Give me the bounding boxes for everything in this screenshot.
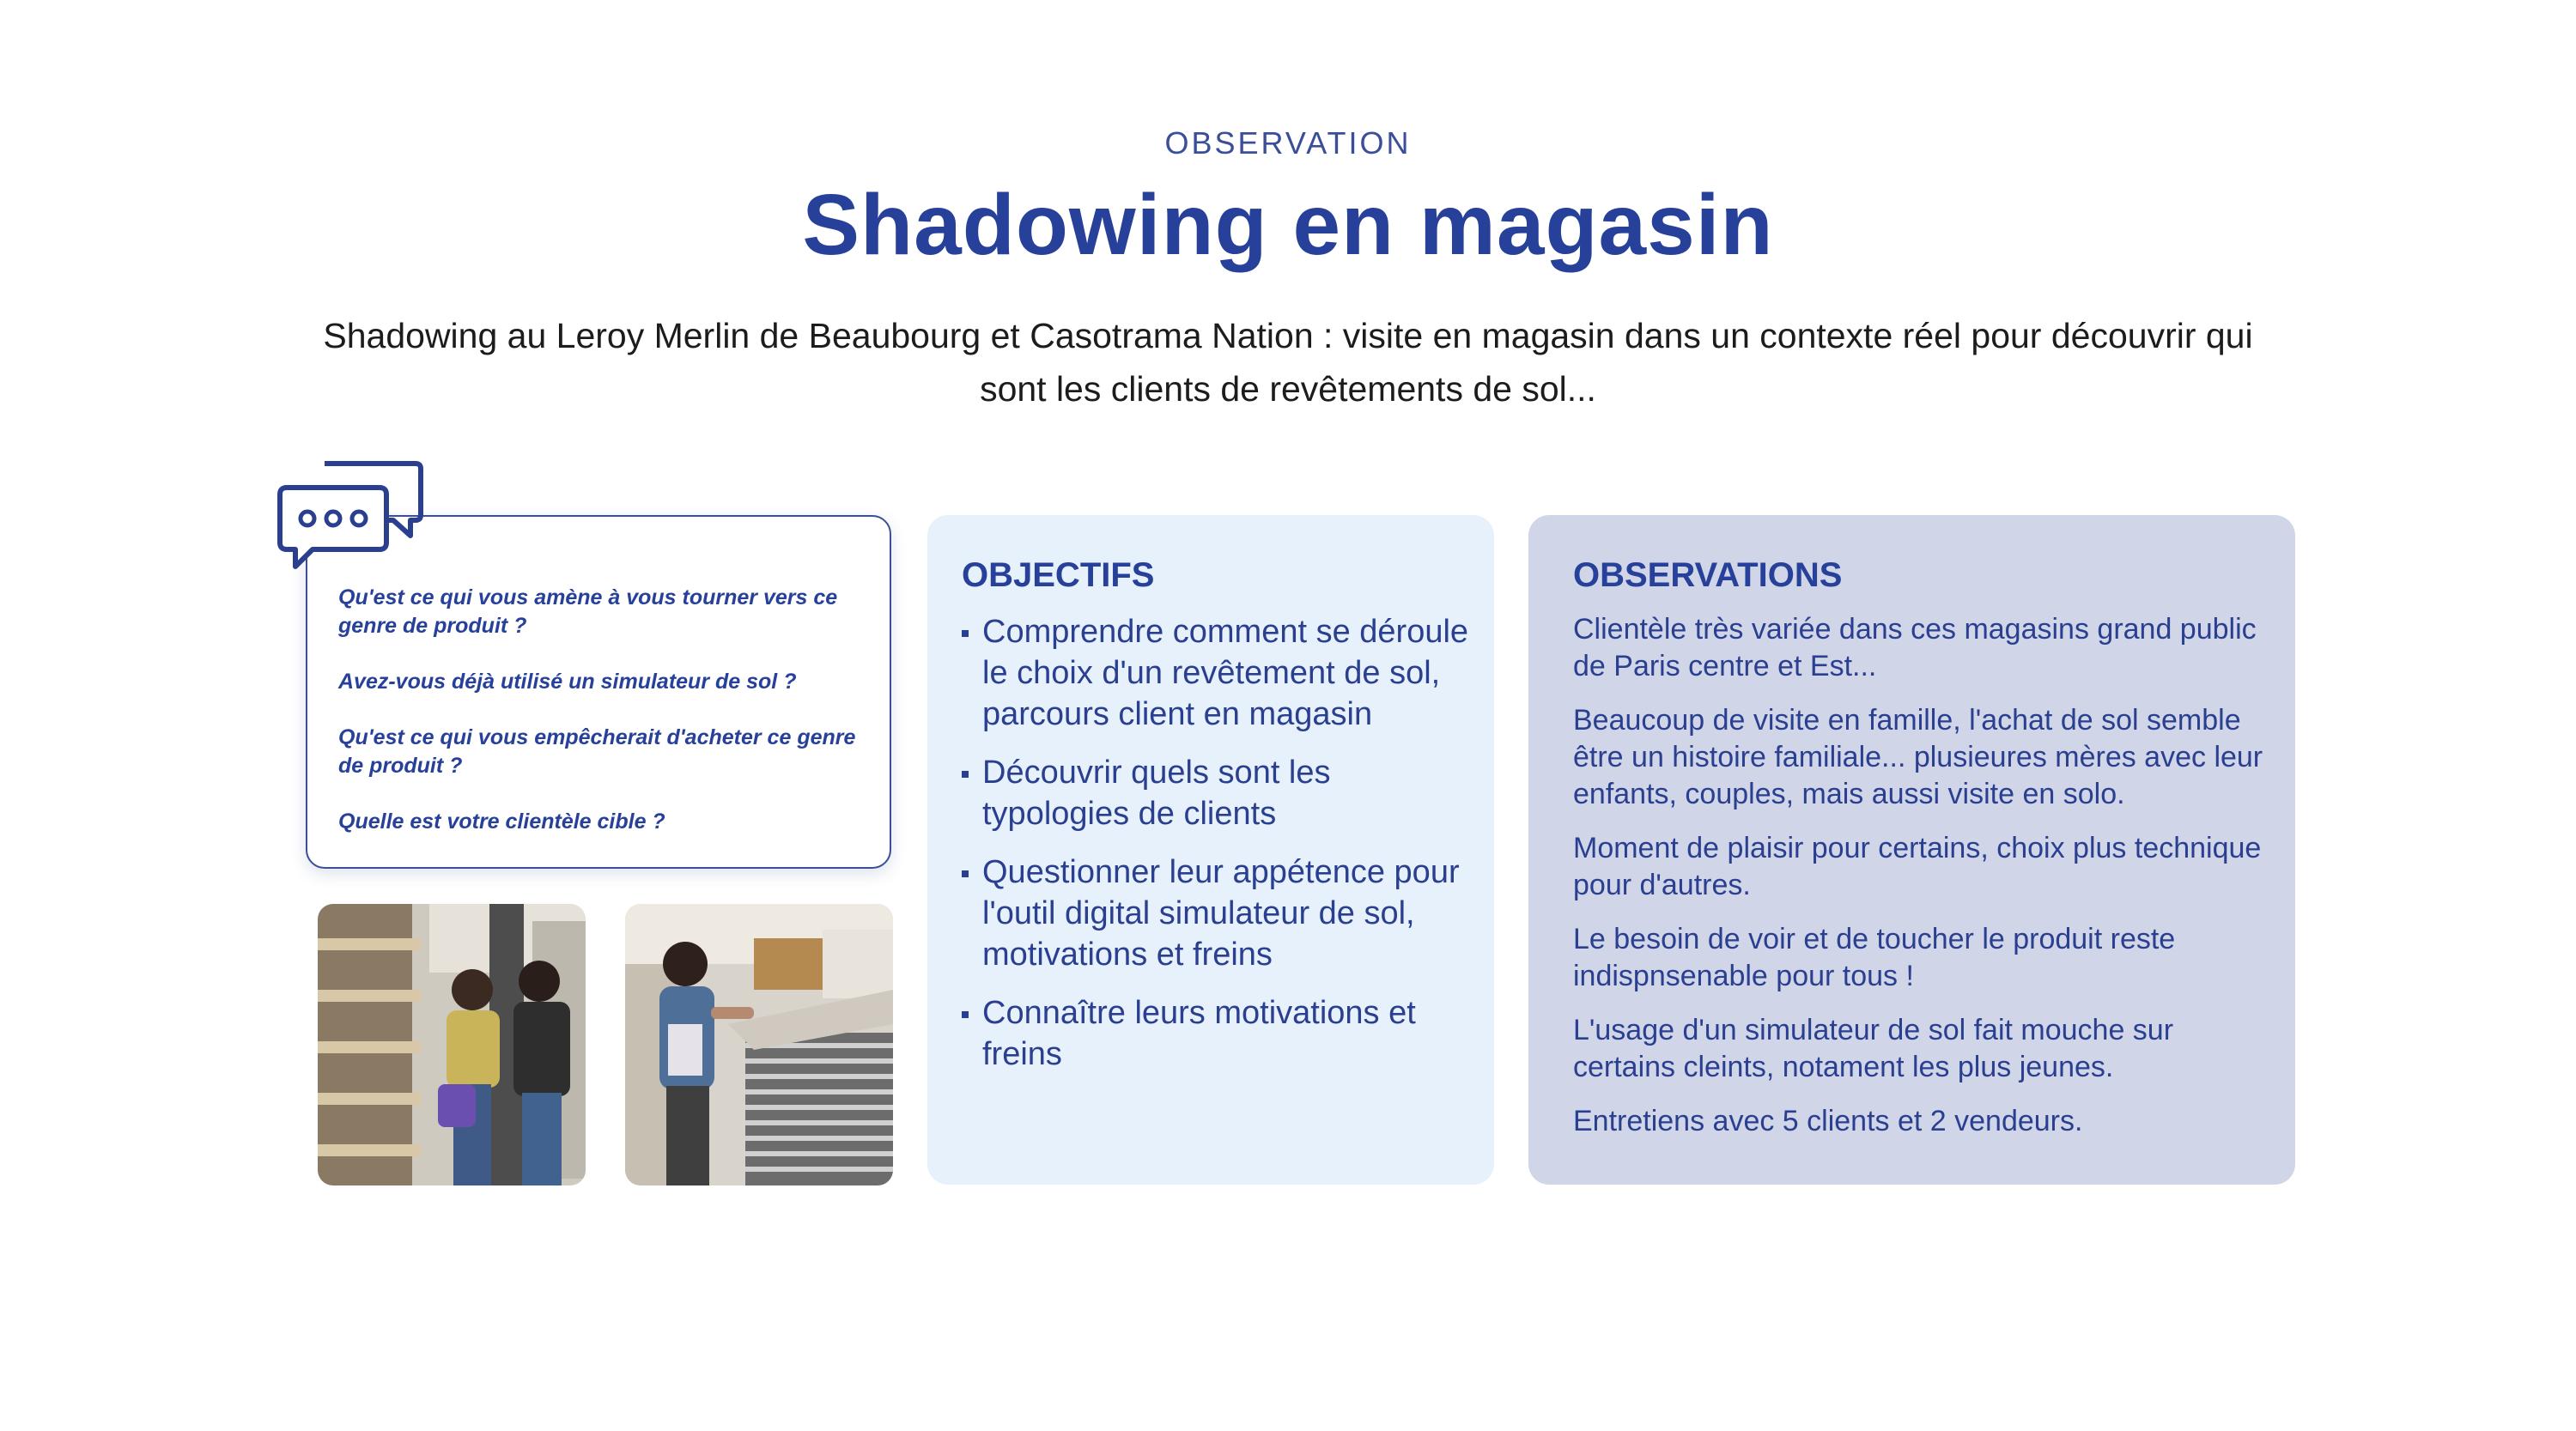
question-item: Quelle est votre clientèle cible ? — [338, 809, 665, 834]
store-photo-right — [625, 904, 893, 1185]
objectif-item: Connaître leurs motivations et freins — [962, 992, 1477, 1075]
objectif-item: Comprendre comment se déroule le choix d'un revêtement de sol, parcours client en magasin — [962, 611, 1477, 735]
chat-bubbles-icon — [273, 453, 428, 582]
page-title: Shadowing en magasin — [802, 177, 1774, 273]
eyebrow-label: OBSERVATION — [1164, 125, 1412, 161]
question-item: Avez-vous déjà utilisé un simulateur de sol ? — [338, 670, 797, 694]
store-photo-left — [318, 904, 586, 1185]
question-item: Qu'est ce qui vous amène à vous tourner vers ce genre de produit ? — [338, 585, 838, 638]
objectif-item: Découvrir quels sont les typologies de clients — [962, 752, 1477, 834]
observations-list — [1573, 611, 2269, 1157]
question-item: Qu'est ce qui vous empêcherait d'acheter ce genre de produit ? — [338, 725, 856, 778]
observation-item: Le besoin de voir et de toucher le produit reste indispnsenable pour tous ! — [1573, 923, 2176, 992]
objectif-item: Questionner leur appétence pour l'outil digital simulateur de sol, motivations et freins — [962, 852, 1477, 975]
observation-item: Entretiens avec 5 clients et 2 vendeurs. — [1573, 1105, 2083, 1137]
observation-item: Beaucoup de visite en famille, l'achat de sol semble être un histoire familiale... plusieures mères avec leur enfants, couples, mais aussi visite en solo. — [1573, 704, 2263, 810]
observations-card — [1528, 515, 2295, 1185]
questions-list — [338, 584, 871, 864]
observation-item: Moment de plaisir pour certains, choix plus technique pour d'autres. — [1573, 832, 2262, 901]
observation-item: Clientèle très variée dans ces magasins grand public de Paris centre et Est... — [1573, 613, 2257, 682]
objectifs-card — [927, 515, 1494, 1185]
page-subtitle: Shadowing au Leroy Merlin de Beaubourg et Casotrama Nation : visite en magasin dans un contexte réel pour découvrir qui sont les clients de revêtements de sol... — [323, 316, 2253, 409]
observation-item: L'usage d'un simulateur de sol fait mouche sur certains cleints, notament les plus jeunes. — [1573, 1014, 2174, 1083]
objectifs-list — [962, 611, 1477, 1092]
objectifs-title: OBJECTIFS — [962, 556, 1155, 594]
observations-title: OBSERVATIONS — [1573, 556, 1843, 594]
